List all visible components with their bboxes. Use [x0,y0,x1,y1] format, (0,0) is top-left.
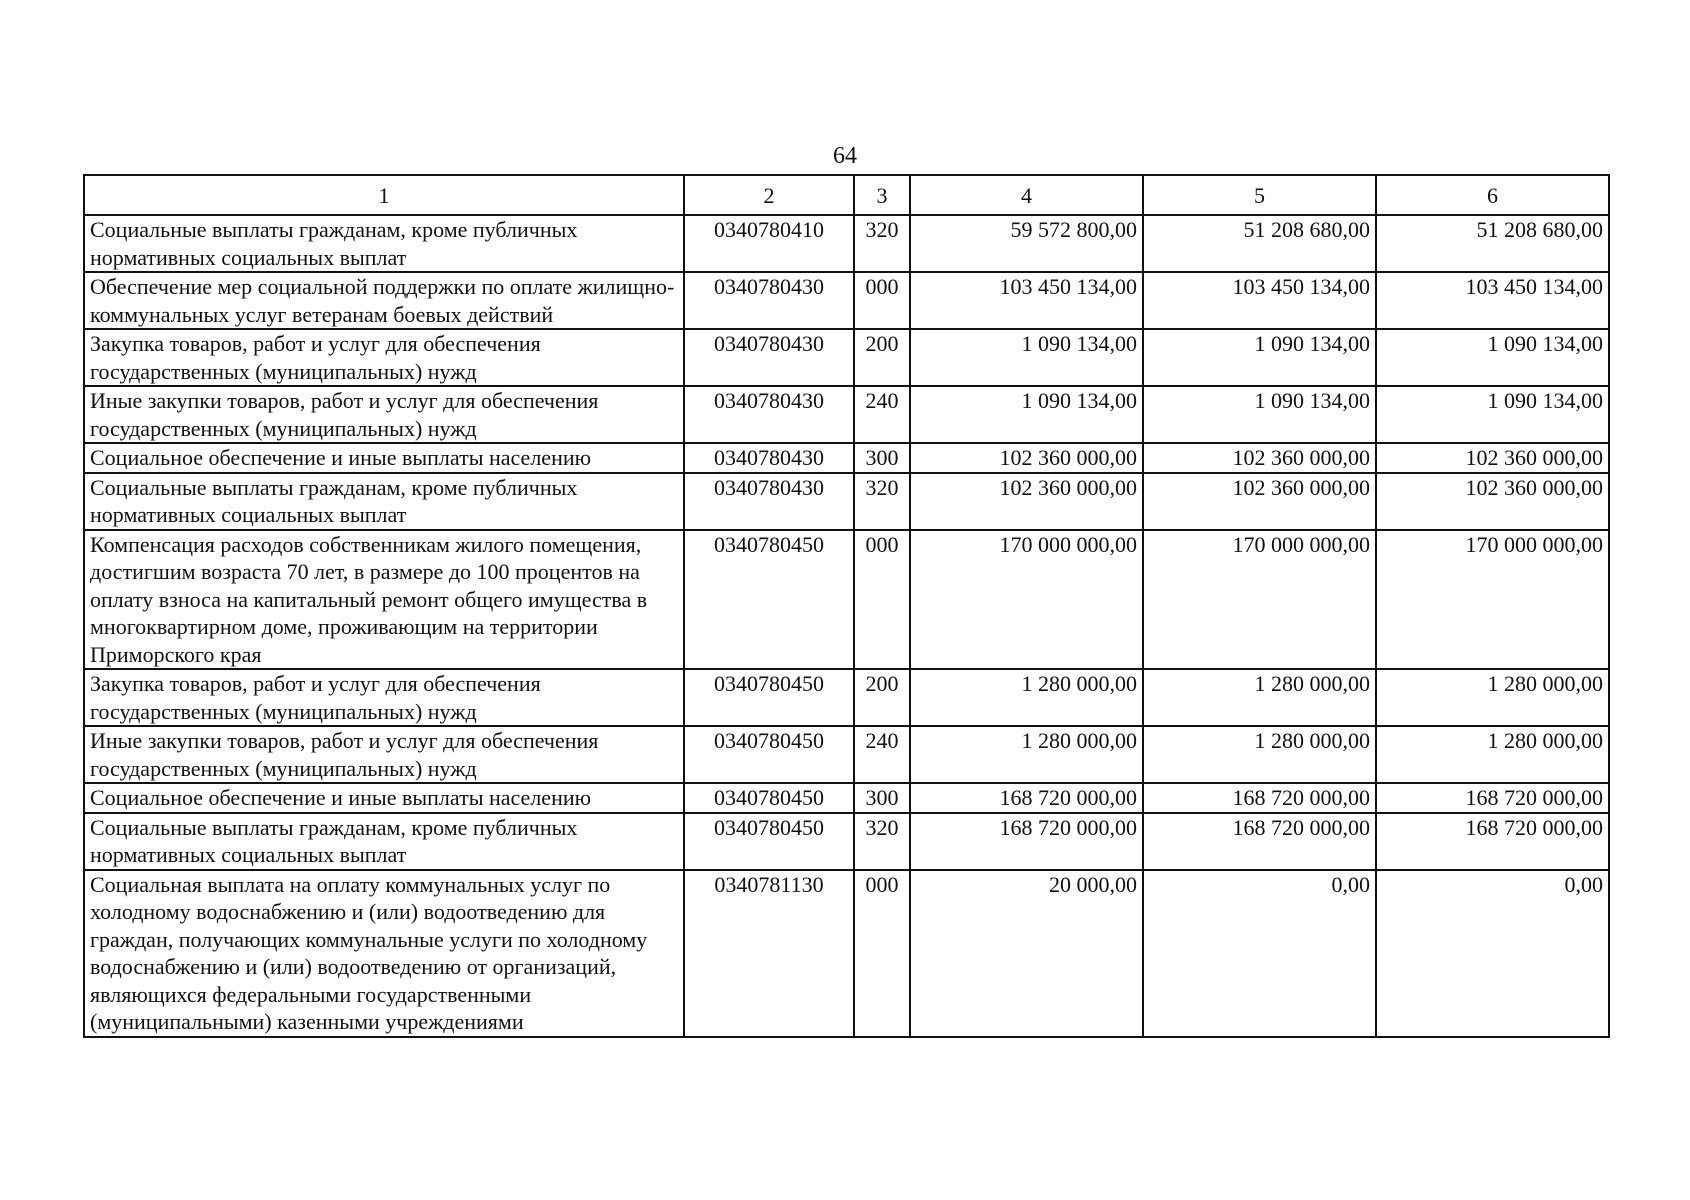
row-amount-col5: 0,00 [1143,870,1376,1037]
table-row [84,443,1609,473]
header-row [84,175,1609,215]
row-expense-type: 240 [854,386,910,443]
row-name: Закупка товаров, работ и услуг для обеспечения государственных (муниципальных) нужд [84,329,684,386]
row-name: Компенсация расходов собственникам жилого помещения, достигшим возраста 70 лет, в размере до 100 процентов на оплату взноса на капитальный ремонт общего имущества в многоквартирном доме, проживающим на территории Приморского края [84,530,684,670]
row-amount-col5: 103 450 134,00 [1143,272,1376,329]
table-row [84,530,1609,670]
row-name: Обеспечение мер социальной поддержки по оплате жилищно-коммунальных услуг ветеранам боевых действий [84,272,684,329]
row-expense-type: 000 [854,530,910,670]
row-amount-col5: 1 280 000,00 [1143,726,1376,783]
column-header-2: 2 [684,175,854,215]
table-row [84,783,1609,813]
row-name: Социальное обеспечение и иные выплаты населению [84,443,684,473]
row-code: 0340780430 [684,473,854,530]
column-header-6: 6 [1376,175,1609,215]
row-code: 0340780450 [684,726,854,783]
table-row [84,726,1609,783]
table-row [84,215,1609,272]
table-row [84,813,1609,870]
row-expense-type: 000 [854,272,910,329]
row-name: Социальная выплата на оплату коммунальных услуг по холодному водоснабжению и (или) водоотведению для граждан, получающих коммунальные услуги по холодному водоснабжению и (или) водоотведению от организаций, являющихся федеральными государственными (муниципальными) казенными учреждениями [84,870,684,1037]
row-amount-col4: 1 090 134,00 [910,329,1143,386]
row-amount-col6: 1 090 134,00 [1376,386,1609,443]
row-amount-col4: 1 280 000,00 [910,726,1143,783]
row-code: 0340780450 [684,669,854,726]
row-expense-type: 240 [854,726,910,783]
row-amount-col6: 170 000 000,00 [1376,530,1609,670]
row-code: 0340780430 [684,272,854,329]
row-amount-col4: 168 720 000,00 [910,783,1143,813]
table-row [84,329,1609,386]
row-name: Закупка товаров, работ и услуг для обеспечения государственных (муниципальных) нужд [84,669,684,726]
row-amount-col6: 51 208 680,00 [1376,215,1609,272]
row-amount-col6: 1 280 000,00 [1376,726,1609,783]
row-amount-col4: 20 000,00 [910,870,1143,1037]
row-amount-col6: 102 360 000,00 [1376,473,1609,530]
row-amount-col5: 168 720 000,00 [1143,813,1376,870]
row-amount-col4: 1 280 000,00 [910,669,1143,726]
row-amount-col6: 168 720 000,00 [1376,783,1609,813]
row-name: Социальные выплаты гражданам, кроме публичных нормативных социальных выплат [84,215,684,272]
row-name: Социальные выплаты гражданам, кроме публичных нормативных социальных выплат [84,813,684,870]
budget-table [83,174,1610,1038]
row-amount-col5: 102 360 000,00 [1143,473,1376,530]
row-amount-col5: 1 090 134,00 [1143,329,1376,386]
row-code: 0340780430 [684,329,854,386]
row-name: Иные закупки товаров, работ и услуг для обеспечения государственных (муниципальных) нужд [84,726,684,783]
row-amount-col4: 102 360 000,00 [910,473,1143,530]
table-row [84,386,1609,443]
column-header-3: 3 [854,175,910,215]
row-amount-col6: 1 280 000,00 [1376,669,1609,726]
row-amount-col5: 1 280 000,00 [1143,669,1376,726]
row-name: Социальные выплаты гражданам, кроме публичных нормативных социальных выплат [84,473,684,530]
row-amount-col4: 170 000 000,00 [910,530,1143,670]
row-amount-col6: 1 090 134,00 [1376,329,1609,386]
row-amount-col4: 102 360 000,00 [910,443,1143,473]
row-amount-col6: 103 450 134,00 [1376,272,1609,329]
table-row [84,669,1609,726]
row-expense-type: 320 [854,215,910,272]
table-row [84,473,1609,530]
row-code: 0340780430 [684,386,854,443]
page-number: 64 [833,143,857,169]
row-name: Социальное обеспечение и иные выплаты населению [84,783,684,813]
row-code: 0340780450 [684,783,854,813]
row-amount-col5: 1 090 134,00 [1143,386,1376,443]
row-code: 0340780450 [684,530,854,670]
row-amount-col4: 59 572 800,00 [910,215,1143,272]
row-expense-type: 200 [854,329,910,386]
row-amount-col4: 168 720 000,00 [910,813,1143,870]
column-header-5: 5 [1143,175,1376,215]
row-code: 0340781130 [684,870,854,1037]
row-code: 0340780450 [684,813,854,870]
row-expense-type: 300 [854,783,910,813]
row-amount-col4: 103 450 134,00 [910,272,1143,329]
table-row [84,870,1609,1037]
row-amount-col6: 102 360 000,00 [1376,443,1609,473]
row-amount-col5: 168 720 000,00 [1143,783,1376,813]
row-amount-col4: 1 090 134,00 [910,386,1143,443]
row-amount-col5: 51 208 680,00 [1143,215,1376,272]
row-expense-type: 320 [854,473,910,530]
column-header-4: 4 [910,175,1143,215]
row-amount-col6: 0,00 [1376,870,1609,1037]
row-name: Иные закупки товаров, работ и услуг для обеспечения государственных (муниципальных) нужд [84,386,684,443]
row-amount-col6: 168 720 000,00 [1376,813,1609,870]
row-amount-col5: 102 360 000,00 [1143,443,1376,473]
row-expense-type: 200 [854,669,910,726]
row-code: 0340780430 [684,443,854,473]
row-expense-type: 320 [854,813,910,870]
row-expense-type: 300 [854,443,910,473]
row-code: 0340780410 [684,215,854,272]
table-row [84,272,1609,329]
column-header-1: 1 [84,175,684,215]
row-expense-type: 000 [854,870,910,1037]
row-amount-col5: 170 000 000,00 [1143,530,1376,670]
